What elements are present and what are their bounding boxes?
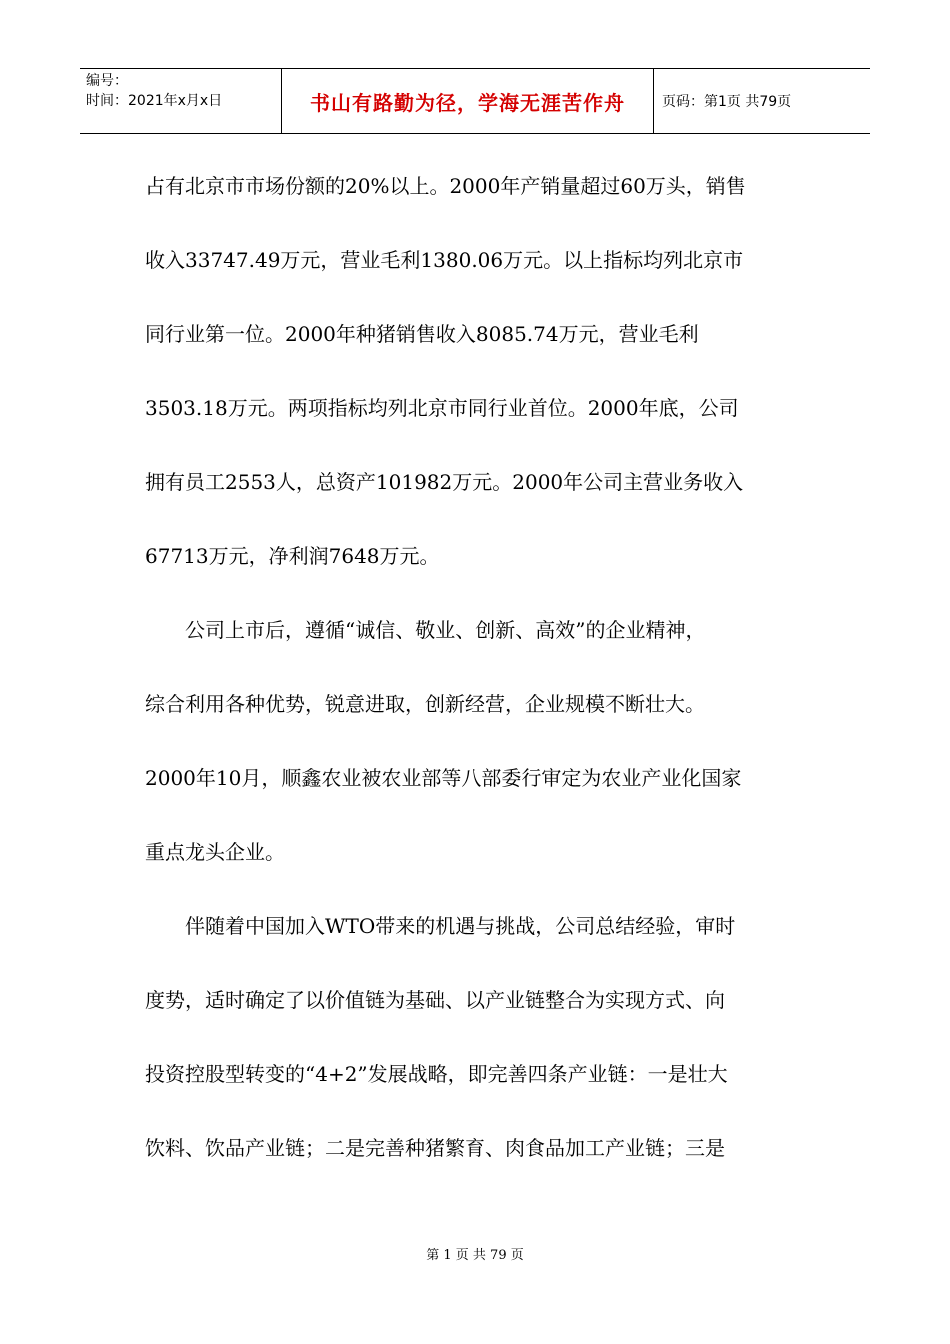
date-label: 时间：2021年x月x日 <box>86 93 223 109</box>
body-line: 伴随着中国加入WTO带来的机遇与挑战，公司总结经验，审时 <box>145 914 736 938</box>
body-line: 拥有员工2553人，总资产101982万元。2000年公司主营业务收入 <box>145 470 744 494</box>
header-page-code: 页码：第1页 共79页 <box>662 94 792 110</box>
body-line: 度势，适时确定了以价值链为基础、以产业链整合为实现方式、向 <box>145 988 725 1012</box>
body-line: 占有北京市市场份额的20%以上。2000年产销量超过60万头，销售 <box>145 174 746 198</box>
header-meta <box>80 69 282 133</box>
body-line: 3503.18万元。两项指标均列北京市同行业首位。2000年底，公司 <box>145 396 739 420</box>
body-line: 公司上市后，遵循“诚信、敬业、创新、高效”的企业精神， <box>145 618 706 642</box>
page-footer: 第 1 页 共 79 页 <box>426 1248 524 1263</box>
body-line: 同行业第一位。2000年种猪销售收入8085.74万元，营业毛利 <box>145 322 699 346</box>
body-line: 67713万元，净利润7648万元。 <box>145 544 440 568</box>
header-motto: 书山有路勤为径，学海无涯苦作舟 <box>282 69 654 133</box>
body-line: 投资控股型转变的“4+2”发展战略，即完善四条产业链：一是壮大 <box>145 1062 728 1086</box>
body-line: 2000年10月，顺鑫农业被农业部等八部委行审定为农业产业化国家 <box>145 766 742 790</box>
body-line: 收入33747.49万元，营业毛利1380.06万元。以上指标均列北京市 <box>145 248 744 272</box>
body-line: 重点龙头企业。 <box>145 840 285 864</box>
serial-number-label: 编号： <box>86 73 128 89</box>
document-body <box>145 160 810 1196</box>
body-line: 综合利用各种优势，锐意进取，创新经营，企业规模不断壮大。 <box>145 692 705 716</box>
body-line: 饮料、饮品产业链；二是完善种猪繁育、肉食品加工产业链；三是 <box>145 1136 725 1160</box>
page-header <box>80 68 870 134</box>
